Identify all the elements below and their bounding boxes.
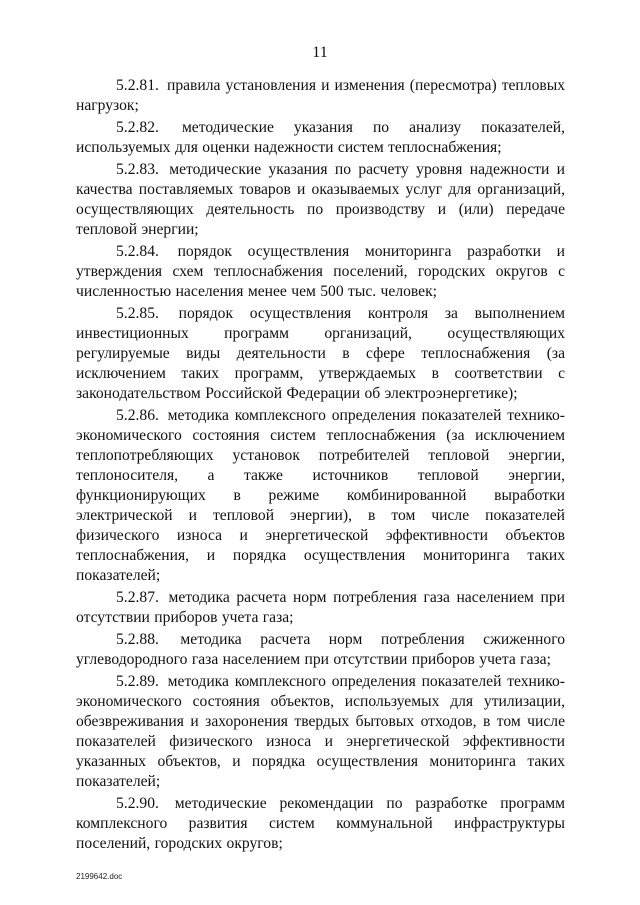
list-item [76,406,565,586]
item-number: 5.2.81. [116,77,159,94]
item-text: методика комплексного определения показателей технико-экономического состояния объектов, используемых для утилизации, обезвреживания и захоронения твердых бытовых отходов, в том числе показателей физического износа и энергетической эффективности указанных объектов, и порядка осуществления мониторинга таких показателей; [76,673,565,790]
item-number: 5.2.86. [116,407,159,424]
list-item [76,118,565,158]
list-item [76,588,565,628]
list-item [76,304,565,404]
item-text: порядок осуществления контроля за выполнением инвестиционных программ организаций, осуществляющих регулируемые виды деятельности в сфере теплоснабжения (за исключением таких программ, утверждаемых в соответствии с законодательством Российской Федерации об электроэнергетике); [76,305,565,402]
item-number: 5.2.90. [116,795,159,812]
item-number: 5.2.85. [116,305,159,322]
item-text: методические рекомендации по разработке программ комплексного развития систем коммунальной инфраструктуры поселений, городских округов; [76,795,565,852]
list-item [76,76,565,116]
item-number: 5.2.83. [116,161,159,178]
item-text: методика комплексного определения показателей технико-экономического состояния систем теплоснабжения (за исключением теплопотребляющих установок потребителей тепловой энергии, теплоносителя, а также источников тепловой энергии, функционирующих в режиме комбинированной выработки электрической и тепловой энергии), в том числе показателей физического износа и энергетической эффективности объектов теплоснабжения, и порядка осуществления мониторинга таких показателей; [76,407,565,584]
list-item [76,794,565,854]
item-text: методические указания по анализу показателей, используемых для оценки надежности систем теплоснабжения; [76,119,565,156]
list-item [76,242,565,302]
item-number: 5.2.88. [116,631,159,648]
item-number: 5.2.82. [116,119,159,136]
page-number: 11 [312,44,328,61]
item-text: порядок осуществления мониторинга разработки и утверждения схем теплоснабжения поселений, городских округов с численностью населения менее чем 500 тыс. человек; [76,243,565,300]
footer-filename: 2199642.doc [76,872,123,881]
item-text: методика расчета норм потребления сжиженного углеводородного газа населением при отсутствии приборов учета газа; [76,631,565,668]
list-item [76,672,565,792]
item-number: 5.2.87. [116,589,159,606]
item-text: методика расчета норм потребления газа населением при отсутствии приборов учета газа; [76,589,565,626]
list-item [76,630,565,670]
item-number: 5.2.89. [116,673,159,690]
list-item [76,160,565,240]
document-body [76,76,565,856]
item-text: методические указания по расчету уровня надежности и качества поставляемых товаров и оказываемых услуг для организаций, осуществляющих деятельность по производству и (или) передаче тепловой энергии; [76,161,565,238]
item-number: 5.2.84. [116,243,159,260]
item-text: правила установления и изменения (пересмотра) тепловых нагрузок; [76,77,565,114]
